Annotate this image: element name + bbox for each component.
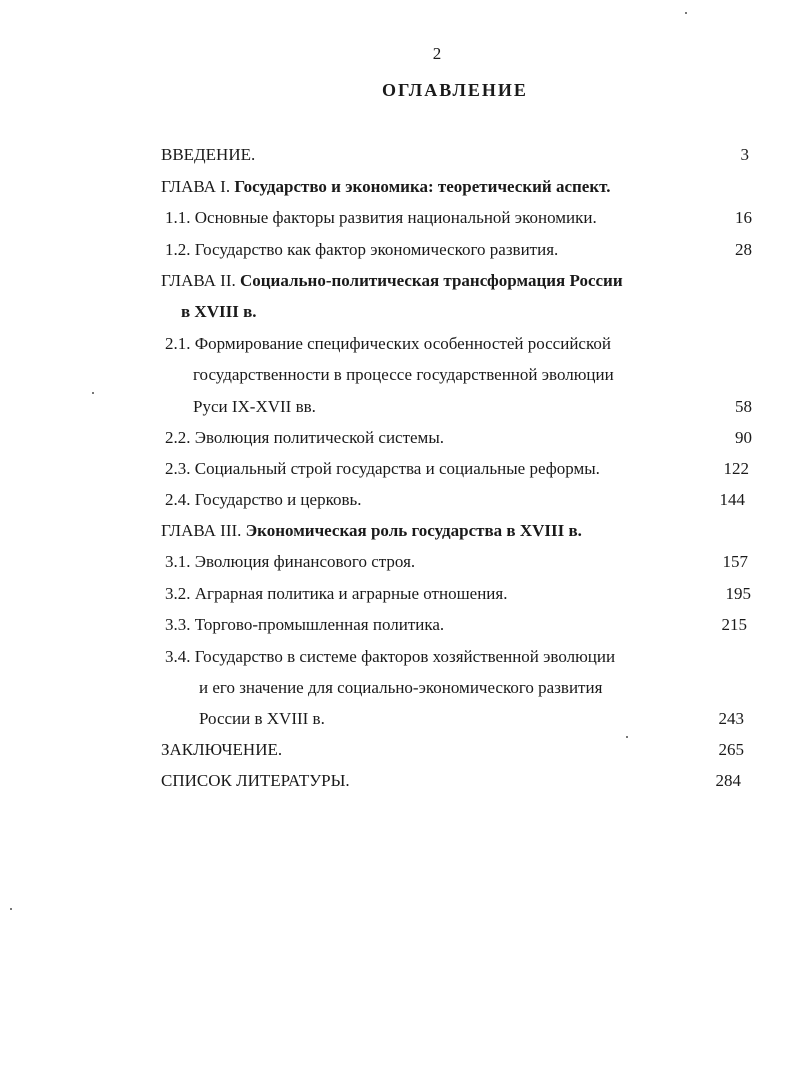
scan-speck bbox=[626, 736, 628, 738]
toc-page-bibliography: 284 bbox=[715, 771, 741, 790]
toc-entry-2-1-line3: Руси IX-XVII вв. bbox=[193, 397, 316, 416]
toc-entry-1-2: 1.2. Государство как фактор экономического развития. bbox=[165, 240, 559, 259]
scan-speck bbox=[685, 12, 687, 14]
chapter-1-title: Государство и экономика: теоретический аспект. bbox=[234, 177, 611, 196]
toc-entry-2-1-line1: 2.1. Формирование специфических особенностей российской bbox=[165, 334, 611, 353]
chapter-2-prefix: ГЛАВА II. bbox=[161, 271, 240, 290]
toc-page-1-2: 28 bbox=[735, 240, 752, 259]
toc-page-intro: 3 bbox=[740, 145, 749, 164]
scan-speck bbox=[10, 908, 12, 910]
toc-entry-3-1: 3.1. Эволюция финансового строя. bbox=[165, 552, 416, 571]
toc-entry-conclusion: ЗАКЛЮЧЕНИЕ. bbox=[161, 740, 283, 759]
toc-page-3-1: 157 bbox=[722, 552, 748, 571]
toc-entry-1-1: 1.1. Основные факторы развития национальной экономики. bbox=[165, 208, 597, 227]
toc-page-2-1: 58 bbox=[735, 397, 752, 416]
toc-page-3-3: 215 bbox=[721, 615, 747, 634]
toc-title: ОГЛАВЛЕНИЕ bbox=[382, 80, 528, 100]
toc-page-conclusion: 265 bbox=[718, 740, 744, 759]
toc-page-3-2: 195 bbox=[725, 584, 751, 603]
toc-entry-3-2: 3.2. Аграрная политика и аграрные отношения. bbox=[165, 584, 508, 603]
chapter-3-title: Экономическая роль государства в XVIII в. bbox=[245, 521, 582, 540]
toc-entry-intro: ВВЕДЕНИЕ. bbox=[161, 145, 256, 164]
toc-entry-2-4: 2.4. Государство и церковь. bbox=[165, 490, 362, 509]
toc-entry-3-4-line2: и его значение для социально-экономического развития bbox=[199, 678, 603, 697]
toc-page-3-4: 243 bbox=[718, 709, 744, 728]
page-number: 2 bbox=[432, 44, 442, 63]
toc-chapter-2-cont bbox=[181, 302, 257, 322]
chapter-2-title-line2: в XVIII в. bbox=[181, 302, 257, 321]
toc-chapter-3 bbox=[161, 521, 582, 541]
toc-page-2-3: 122 bbox=[723, 459, 749, 478]
toc-entry-2-1-line2: государственности в процессе государственной эволюции bbox=[193, 365, 614, 384]
toc-page-1-1: 16 bbox=[735, 208, 752, 227]
chapter-2-title-line1: Социально-политическая трансформация России bbox=[239, 271, 623, 290]
toc-chapter-2 bbox=[161, 271, 623, 291]
toc-chapter-1 bbox=[161, 177, 610, 197]
toc-entry-3-4-line1: 3.4. Государство в системе факторов хозяйственной эволюции bbox=[165, 647, 616, 666]
toc-entry-2-3: 2.3. Социальный строй государства и социальные реформы. bbox=[165, 459, 600, 478]
toc-page-2-4: 144 bbox=[719, 490, 745, 509]
toc-entry-3-3: 3.3. Торгово-промышленная политика. bbox=[165, 615, 445, 634]
toc-page-2-2: 90 bbox=[735, 428, 752, 447]
toc-entry-2-2: 2.2. Эволюция политической системы. bbox=[165, 428, 444, 447]
toc-entry-3-4-line3: России в XVIII в. bbox=[199, 709, 325, 728]
chapter-1-prefix: ГЛАВА I. bbox=[161, 177, 235, 196]
chapter-3-prefix: ГЛАВА III. bbox=[161, 521, 246, 540]
scan-speck bbox=[92, 392, 94, 394]
toc-entry-bibliography: СПИСОК ЛИТЕРАТУРЫ. bbox=[161, 771, 350, 790]
